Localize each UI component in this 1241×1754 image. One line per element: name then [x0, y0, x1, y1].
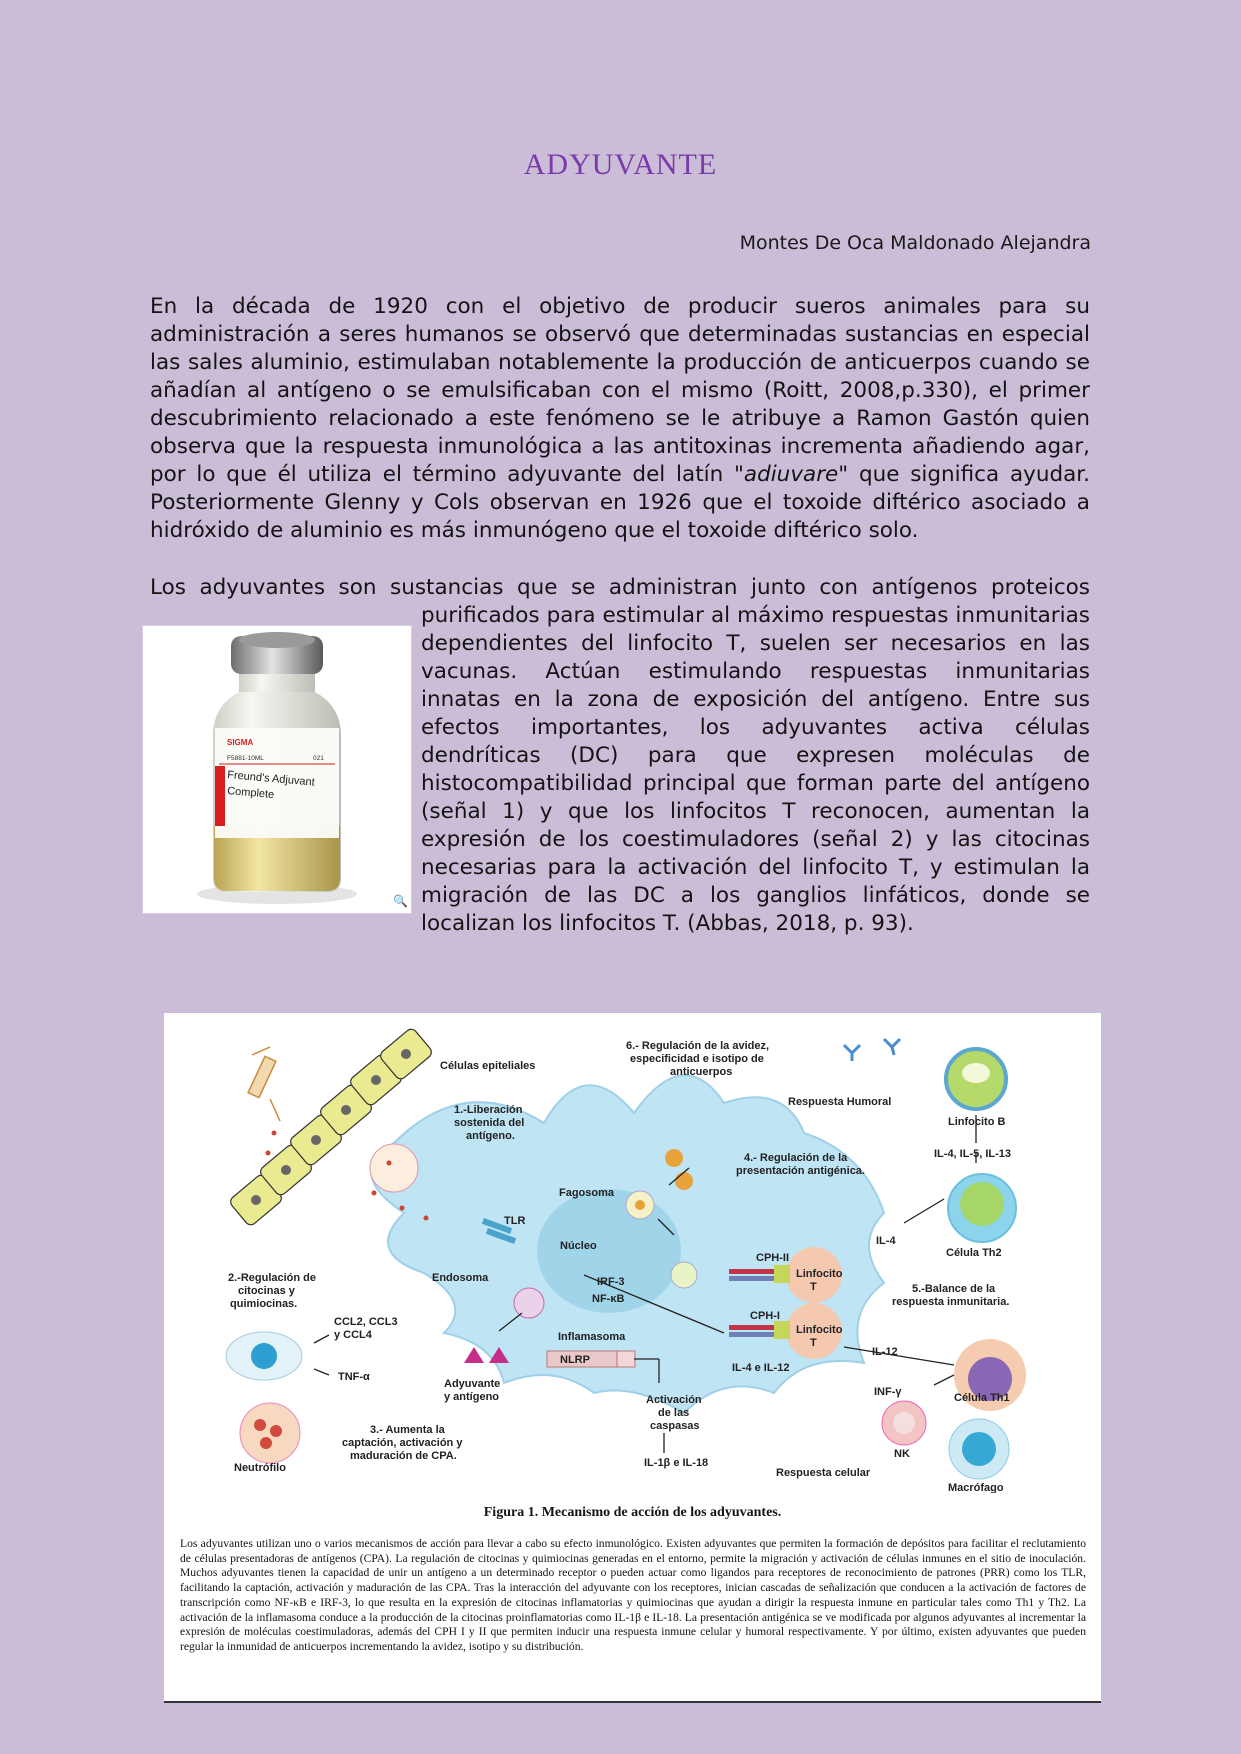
label-inflammasome: Inflamasoma	[558, 1331, 626, 1343]
label-nlrp: NLRP	[560, 1354, 590, 1366]
label-tnf: TNF-α	[338, 1371, 370, 1383]
label-infg: INF-γ	[874, 1386, 902, 1398]
vial-product-line-1: Freund's Adjuvant	[226, 769, 316, 789]
label-tlr: TLR	[504, 1215, 526, 1227]
label-phagosome: Fagosoma	[559, 1187, 615, 1199]
label-il12: IL-12	[872, 1346, 898, 1358]
page-title: ADYUVANTE	[523, 148, 718, 181]
label-il1: IL-1β e IL-18	[644, 1457, 709, 1469]
label-presentation-2: presentación antigénica.	[736, 1165, 865, 1177]
label-th1: Célula Th1	[954, 1392, 1010, 1404]
label-release-1: 1.-Liberación	[454, 1104, 523, 1116]
label-nfkb: NF-κB	[592, 1293, 625, 1305]
label-il4-il12: IL-4 e IL-12	[732, 1362, 790, 1374]
vial-brand: SIGMA	[227, 738, 254, 747]
adjuvant-paragraph-body: purificados para estimular al máximo respuestas inmunitarias dependientes del linfocito T, suelen ser necesarios en las vacunas. Actúan estimulando respuestas inmunitarias innatas en la zona de exposición del antígeno. Entre sus efectos importantes, los adyuvantes activa células dendríticas (DC) para que expresen moléculas de histocompatibilidad principal que forman parte del antígeno (señal 1) y que los linfocitos T reconocen, aumentan la expresión de los coestimuladores (señal 2) y las citocinas necesarias para la activación del linfocito T, y estimulan la migración de las DC a los ganglios linfáticos, donde se localizan los linfocitos T. (Abbas, 2018, p. 93).	[421, 603, 1090, 936]
vial-illustration	[143, 626, 411, 913]
label-cyto-3: quimiocinas.	[230, 1298, 298, 1310]
magnifier-icon[interactable]: 🔍	[393, 894, 408, 908]
label-balance-2: respuesta inmunitaria.	[892, 1296, 1010, 1308]
figure-title: Figura 1. Mecanismo de acción de los adyuvantes.	[483, 1505, 782, 1520]
label-caspase-3: caspasas	[650, 1420, 700, 1432]
label-caspase-1: Activación	[646, 1394, 702, 1406]
label-lymph-t-1: Linfocito	[796, 1268, 843, 1280]
figure-bottom-rule	[164, 1701, 1101, 1703]
label-adjuvant-1: Adyuvante	[444, 1378, 501, 1390]
label-endosome: Endosoma	[432, 1272, 489, 1284]
vial-lot: 021	[313, 755, 324, 762]
label-ccl-1: CCL2, CCL3	[334, 1316, 398, 1328]
syringe-icon	[248, 1047, 280, 1121]
label-lymph-b: Linfocito B	[948, 1116, 1006, 1128]
intro-italic-term: adiuvare	[743, 462, 839, 487]
vial-code: F5881-10ML	[227, 755, 264, 762]
adjuvant-paragraph-first-line: Los adyuvantes son sustancias que se administran junto con antígenos proteicos	[150, 575, 1090, 600]
label-nk: NK	[894, 1448, 910, 1460]
vial-photo	[142, 625, 412, 914]
label-cph2: CPH-II	[756, 1252, 789, 1264]
mechanism-figure	[164, 1013, 1101, 1703]
label-cellular: Respuesta celular	[776, 1467, 871, 1479]
label-avidity-1: 6.- Regulación de la avidez,	[626, 1040, 770, 1052]
author-name: Montes De Oca Maldonado Alejandra	[739, 232, 1091, 254]
label-nucleus: Núcleo	[560, 1240, 597, 1252]
intro-paragraph	[150, 293, 1090, 545]
label-avidity-2: especificidad e isotipo de	[630, 1053, 764, 1065]
label-cyto-2: citocinas y	[238, 1285, 295, 1297]
label-uptake-3: maduración de CPA.	[350, 1450, 457, 1462]
label-balance-1: 5.-Balance de la	[912, 1283, 996, 1295]
label-macrophage: Macrófago	[948, 1482, 1004, 1493]
label-release-3: antígeno.	[466, 1130, 515, 1142]
label-presentation-1: 4.- Regulación de la	[744, 1152, 848, 1164]
label-th2: Célula Th2	[946, 1247, 1002, 1259]
label-avidity-3: anticuerpos	[670, 1066, 733, 1078]
label-humoral: Respuesta Humoral	[788, 1096, 892, 1108]
label-epithelial: Células epiteliales	[440, 1060, 536, 1072]
label-uptake-1: 3.- Aumenta la	[370, 1424, 445, 1436]
label-il4: IL-4	[876, 1235, 896, 1247]
label-adjuvant-2: y antígeno	[444, 1391, 500, 1403]
label-lymph-t-2: Linfocito	[796, 1324, 843, 1336]
label-uptake-2: captación, activación y	[342, 1437, 463, 1449]
label-ccl-2: y CCL4	[334, 1329, 372, 1341]
label-irf3: IRF-3	[597, 1276, 625, 1288]
antibody-icons	[844, 1039, 900, 1061]
neutrophil-cell	[240, 1403, 300, 1463]
vial-product-line-2: Complete	[226, 785, 275, 802]
label-cph1: CPH-I	[750, 1310, 780, 1322]
intro-text-2: " que significa ayudar. Posteriormente Glenny y Cols observan en 1926 que el toxoide diftérico asociado a hidróxido de aluminio es más inmunógeno que el toxoide diftérico solo.	[150, 462, 1090, 543]
label-caspase-2: de las	[658, 1407, 690, 1419]
label-cyto-1: 2.-Regulación de	[228, 1272, 317, 1284]
mechanism-diagram	[164, 1013, 1101, 1493]
label-neutrophil: Neutrófilo	[234, 1462, 286, 1474]
label-il-humoral: IL-4, IL-5, IL-13	[934, 1148, 1012, 1160]
figure-caption: Los adyuvantes utilizan uno o varios mecanismos de acción para llevar a cabo su efecto inmunológico. Existen adyuvantes que permiten la formación de depósitos para facilitar el reclutamiento de células presentadoras de antígenos (CPA). La regulación de citocinas y quimiocinas generadas en el entorno, permite la migración y activación de células inmunes en el sitio de inoculación. Muchos adyuvantes tienen la capacidad de unir un antígeno a un determinado receptor o pueden actuar como ligandos para receptores de reconocimiento de patrones (PRR) como los TLR, facilitando la captación, activación y maduración de las CPA. Tras la interacción del adyuvante con los receptores, inician cascadas de señalización que conducen a la activación de factores de transcripción como NF-κB e IRF-3, lo que resulta en la expresión de citocinas inflamatorias y quimiocinas que ayudan a dirigir la respuesta inmune en particular tales como Th1 y Th2. La activación de la inflamasoma conduce a la producción de la citocinas proinflamatorias como IL-1β e IL-18. La presentación antigénica se ve modificada por algunos adyuvantes al incrementar la expresión de moléculas coestimuladoras, además del CPH I y II que permiten inducir una respuesta inmune celular y humoral respectivamente. Y por último, existen adyuvantes que pueden regular la inmunidad de anticuerpos incrementando la avidez, isotipo y su distribución.	[180, 1537, 1086, 1653]
label-t-2: T	[810, 1337, 817, 1349]
intro-text-1: En la década de 1920 con el objetivo de producir sueros animales para su administración a seres humanos se observó que determinadas sustancias en especial las sales aluminio, estimulaban notablemente la producción de anticuerpos cuando se añadían al antígeno o se emulsificaban con el mismo (Roitt, 2008,p.330), el primer descubrimiento relacionado a este fenómeno se le atribuye a Ramon Gastón quien observa que la respuesta inmunológica a las antitoxinas incrementa añadiendo agar, por lo que él utiliza el término adyuvante del latín "	[150, 294, 1090, 487]
label-t-1: T	[810, 1281, 817, 1293]
label-release-2: sostenida del	[454, 1117, 525, 1129]
